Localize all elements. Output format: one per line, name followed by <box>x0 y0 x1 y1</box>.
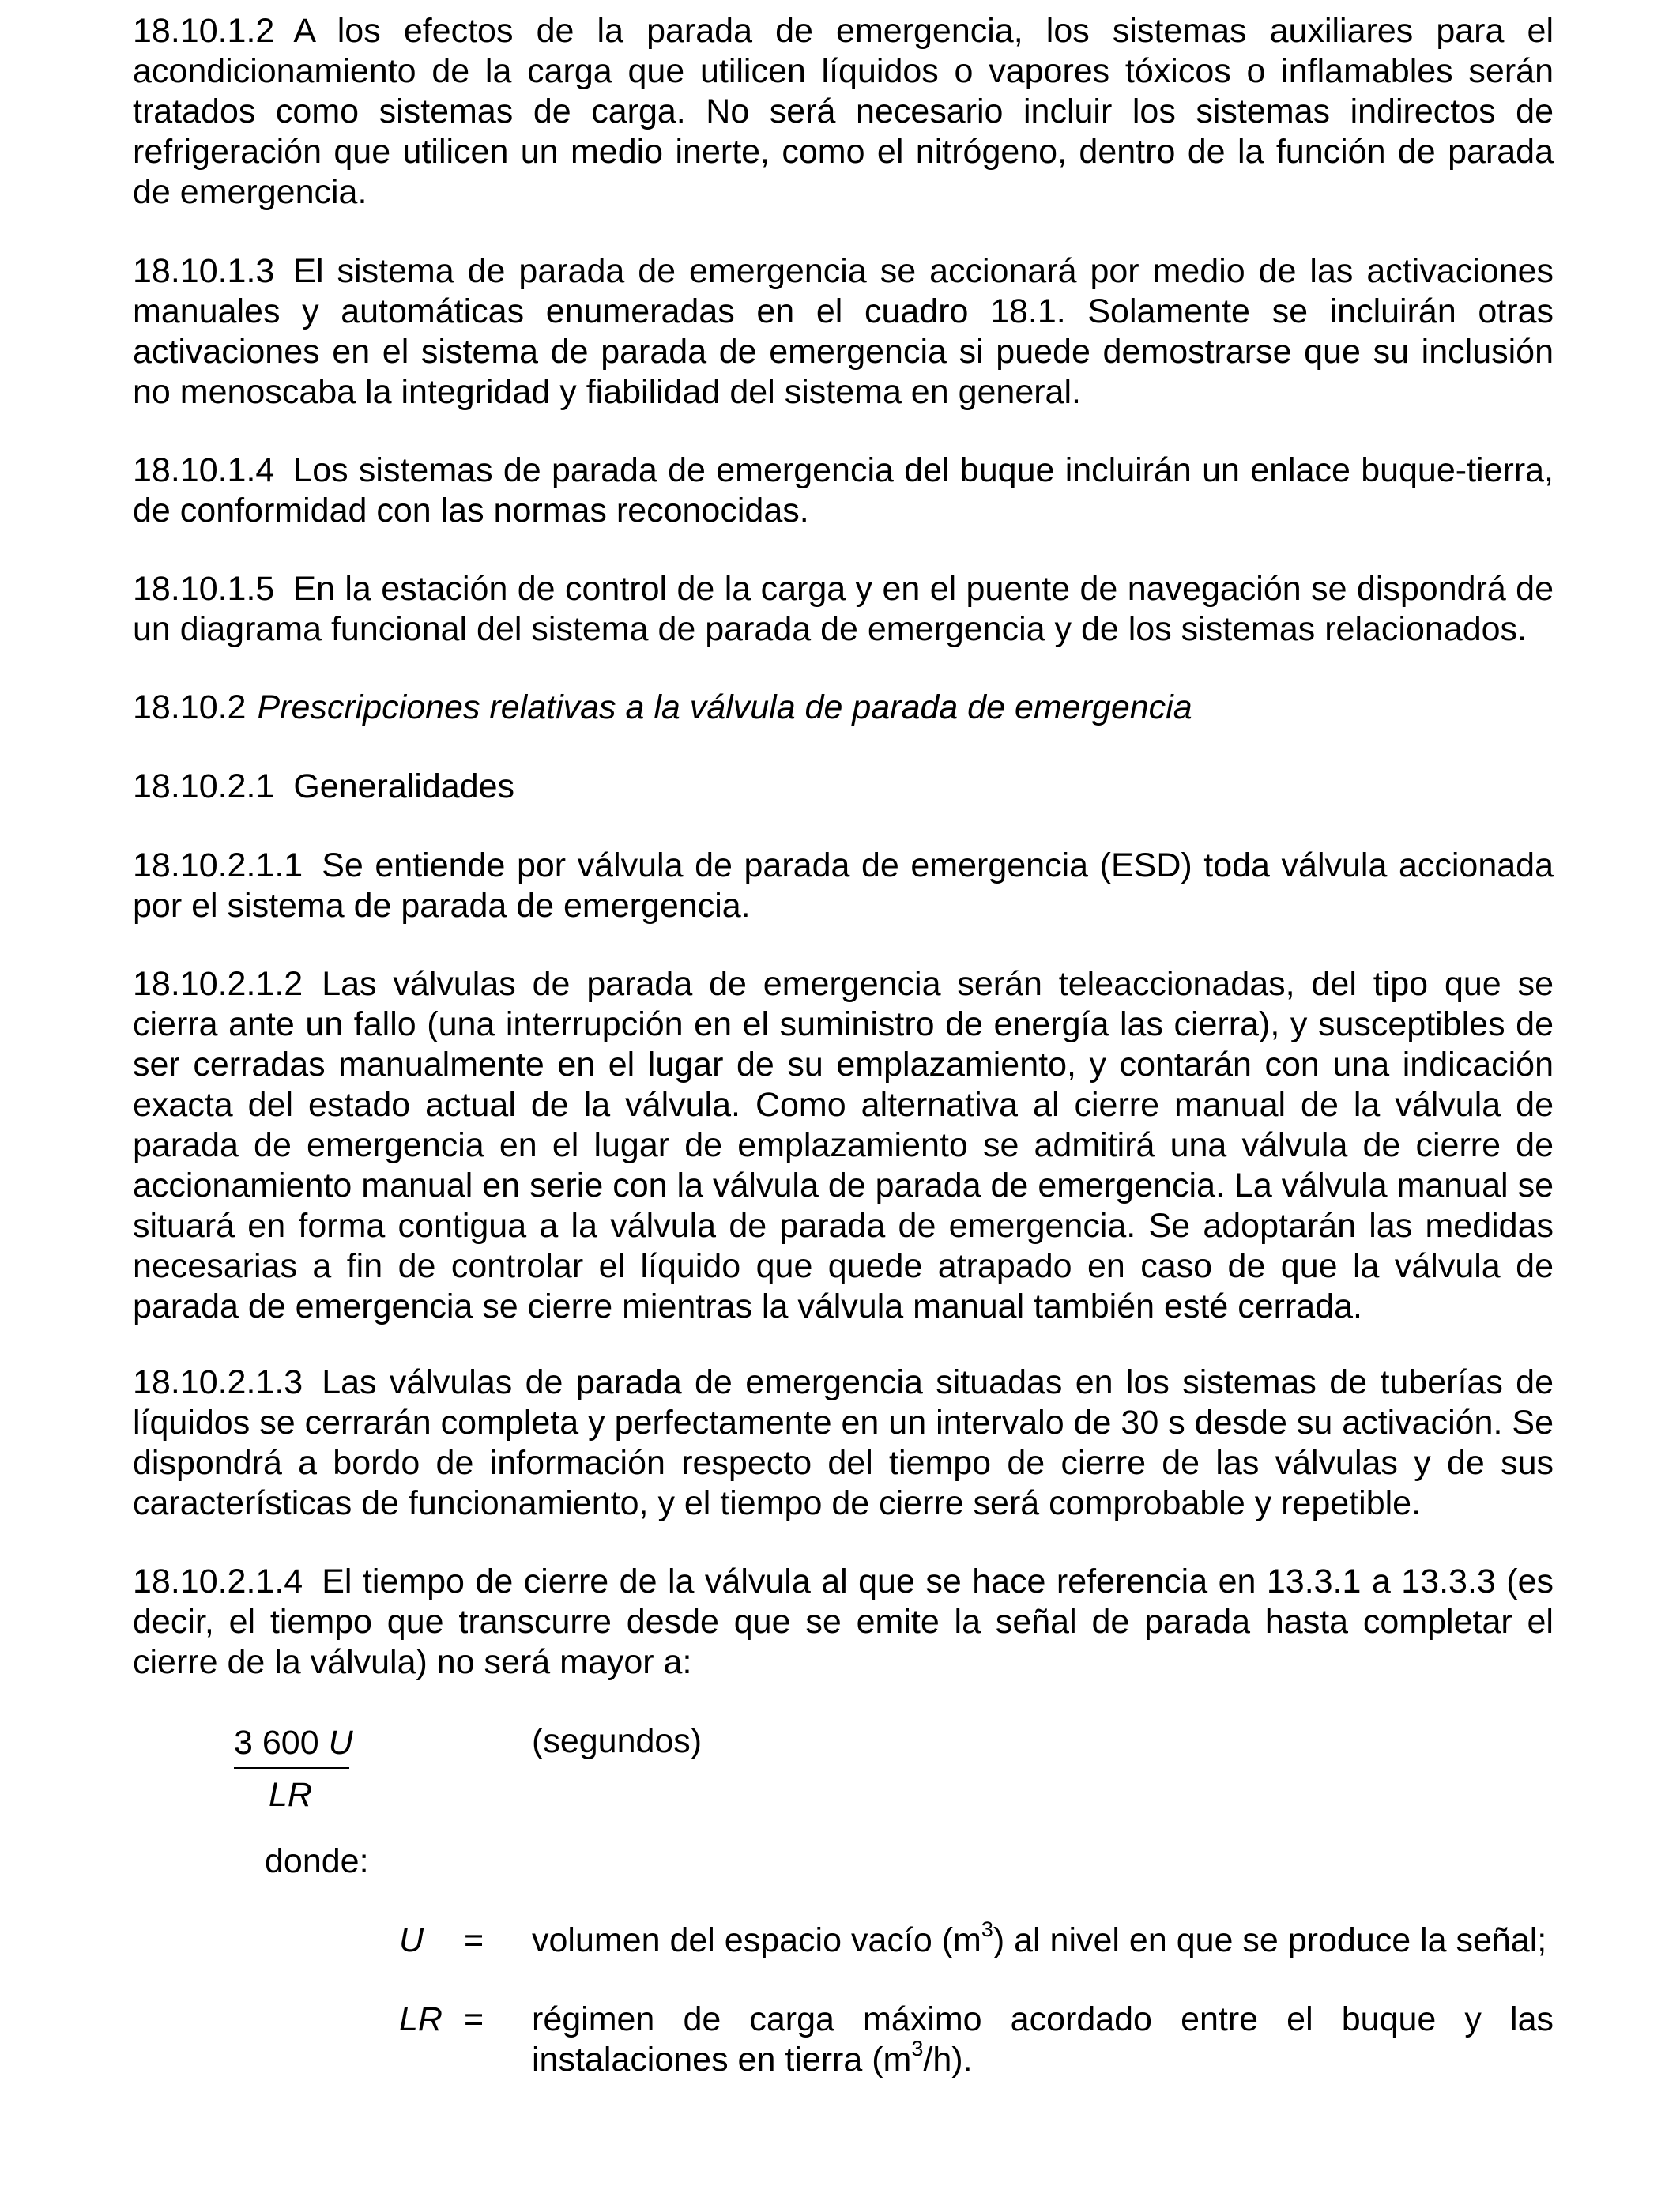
definition-text-end: ) al nivel en que se produce la señal; <box>993 1921 1547 1959</box>
definition-text <box>532 1917 1554 1961</box>
definition-text-start: régimen de carga máximo acordado entre el buque y las instalaciones en tierra (m <box>532 2000 1554 2079</box>
paragraph-number: 18.10.2.1.4 <box>133 1563 303 1600</box>
paragraph-text: El tiempo de cierre de la válvula al que se hace referencia en 13.3.1 a 13.3.3 (es decir, el tiempo que transcurre desde que se emite la señal de parada hasta completar el cierre de la válvula) no será mayor a: <box>133 1563 1554 1681</box>
definition-text-end: /h). <box>923 2041 973 2079</box>
subsection-heading-18-10-2-1 <box>133 767 1554 807</box>
subsection-number: 18.10.2.1 <box>133 767 275 805</box>
paragraph-text: A los efectos de la parada de emergencia, los sistemas auxiliares para el acondicionamiento de la carga que utilicen líquidos o vapores tóxicos o inflamables serán tratados como sistemas de carga. No será necesario incluir los sistemas indirectos de refrigeración que utilicen un medio inerte, como el nitrógeno, dentro de la función de parada de emergencia. <box>133 12 1554 211</box>
paragraph-text: Las válvulas de parada de emergencia serán teleaccionadas, del tipo que se cierra ante un fallo (una interrupción en el suministro de energía las cierra), y susceptibles de ser cerradas manualmente en el lugar de su emplazamiento, y contarán con una indicación exacta del estado actual de la válvula. Como alternativa al cierre manual de la válvula de parada de emergencia en el lugar de emplazamiento se admitirá una válvula de cierre de accionamiento manual en serie con la válvula de parada de emergencia. La válvula manual se situará en forma contigua a la válvula de parada de emergencia. Se adoptarán las medidas necesarias a fin de controlar el líquido que quede atrapado en caso de que la válvula de parada de emergencia se cierre mientras la válvula manual también esté cerrada. <box>133 965 1554 1325</box>
paragraph-18-10-2-1-1 <box>133 846 1554 926</box>
paragraph-18-10-1-2 <box>133 11 1554 213</box>
subsection-title: Generalidades <box>293 767 515 805</box>
formula-numerator <box>234 1723 353 1763</box>
paragraph-18-10-2-1-2 <box>133 964 1554 1327</box>
paragraph-18-10-2-1-3 <box>133 1363 1554 1524</box>
paragraph-text: En la estación de control de la carga y en el puente de navegación se dispondrá de un diagrama funcional del sistema de parada de emergencia y de los sistemas relacionados. <box>133 570 1554 648</box>
fraction-bar <box>234 1767 349 1769</box>
paragraph-number: 18.10.1.3 <box>133 252 275 290</box>
paragraph-18-10-1-5 <box>133 569 1554 650</box>
definition-equals: = <box>464 2000 484 2038</box>
paragraph-18-10-1-4 <box>133 450 1554 531</box>
paragraph-number: 18.10.2.1.2 <box>133 965 303 1003</box>
definition-text-start: volumen del espacio vacío (m <box>532 1921 981 1959</box>
definition-symbol: U <box>399 1921 424 1959</box>
paragraph-18-10-2-1-4 <box>133 1562 1554 1683</box>
paragraph-text: El sistema de parada de emergencia se accionará por medio de las activaciones manuales y automáticas enumeradas en el cuadro 18.1. Solamente se incluirán otras activaciones en el sistema de parada de emergencia si puede demostrarse que su inclusión no menoscaba la integridad y fiabilidad del sistema en general. <box>133 252 1554 411</box>
formula-denominator: LR <box>269 1776 312 1814</box>
paragraph-number: 18.10.1.4 <box>133 451 275 489</box>
definition-equals: = <box>464 1921 484 1959</box>
where-label: donde: <box>265 1842 369 1880</box>
numerator-number: 3 600 <box>234 1724 319 1762</box>
paragraph-text: Se entiende por válvula de parada de emergencia (ESD) toda válvula accionada por el sistema de parada de emergencia. <box>133 846 1554 925</box>
paragraph-text: Las válvulas de parada de emergencia situadas en los sistemas de tuberías de líquidos se cerrarán completa y perfectamente en un intervalo de 30 s desde su activación. Se dispondrá a bordo de información respecto del tiempo de cierre de las válvulas y de sus características de funcionamiento, y el tiempo de cierre será comprobable y repetible. <box>133 1363 1554 1522</box>
paragraph-text: Los sistemas de parada de emergencia del buque incluirán un enlace buque-tierra, de conformidad con las normas reconocidas. <box>133 451 1554 530</box>
definition-text <box>532 2000 1554 2080</box>
paragraph-number: 18.10.2.1.1 <box>133 846 303 884</box>
superscript-3: 3 <box>981 1917 993 1941</box>
section-number: 18.10.2 <box>133 688 247 726</box>
superscript-3: 3 <box>911 2036 924 2060</box>
paragraph-number: 18.10.1.2 <box>133 12 275 50</box>
paragraph-number: 18.10.2.1.3 <box>133 1363 303 1401</box>
formula-unit-note: (segundos) <box>532 1722 703 1760</box>
numerator-variable: U <box>328 1724 353 1762</box>
paragraph-number: 18.10.1.5 <box>133 570 275 608</box>
paragraph-18-10-1-3 <box>133 251 1554 413</box>
section-title: Prescripciones relativas a la válvula de parada de emergencia <box>257 688 1192 726</box>
section-heading-18-10-2 <box>133 688 1554 728</box>
definition-symbol: LR <box>399 2000 443 2038</box>
